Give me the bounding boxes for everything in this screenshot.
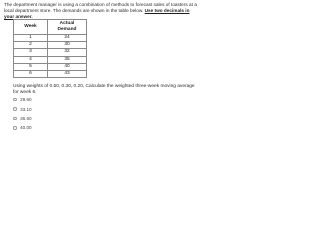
week-cell: 6 xyxy=(14,71,48,78)
table-row xyxy=(14,42,87,49)
table-row xyxy=(14,35,87,42)
problem-statement xyxy=(4,2,198,20)
answer-options xyxy=(13,95,32,133)
week-cell: 2 xyxy=(14,42,48,49)
week-cell: 1 xyxy=(14,35,48,42)
table-row xyxy=(14,49,87,56)
actual-demand-column-header xyxy=(48,20,87,35)
problem-text: The department manager is using a combination of methods to forecast sales of toasters at a local department store. The demands are shown in the table below. xyxy=(4,2,197,14)
demand-cell: 40 xyxy=(48,63,87,70)
question-page xyxy=(0,0,200,132)
answer-option-label[interactable]: 40.00 xyxy=(20,125,32,131)
demand-table xyxy=(13,19,87,78)
week-cell: 3 xyxy=(14,49,48,56)
week-cell: 5 xyxy=(14,63,48,70)
table-header-row xyxy=(14,20,87,35)
demand-cell: 32 xyxy=(48,49,87,56)
radio-button[interactable] xyxy=(13,117,17,121)
answer-option-label[interactable]: 29.60 xyxy=(20,97,32,103)
answer-option[interactable] xyxy=(13,123,32,132)
actual-demand-header-line2: Demand xyxy=(57,27,77,32)
radio-button[interactable] xyxy=(13,98,17,102)
demand-cell: 35 xyxy=(48,56,87,63)
answer-option-label[interactable]: 33.10 xyxy=(20,106,32,112)
answer-option[interactable] xyxy=(13,95,32,104)
week-column-header: Week xyxy=(14,20,48,35)
demand-cell: 30 xyxy=(48,42,87,49)
table-row xyxy=(14,56,87,63)
answer-option-label[interactable]: 36.60 xyxy=(20,115,32,121)
table-row xyxy=(14,71,87,78)
week-cell: 4 xyxy=(14,56,48,63)
demand-cell: 43 xyxy=(48,71,87,78)
actual-demand-header-line1: Actual xyxy=(59,21,75,27)
demand-cell: 24 xyxy=(48,35,87,42)
answer-option[interactable] xyxy=(13,104,32,113)
table-row xyxy=(14,63,87,70)
radio-button[interactable] xyxy=(13,107,17,111)
question-text: Using weights of 0.50, 0.30, 0.20, Calculate the weighted three-week moving average for week 6. xyxy=(13,84,195,96)
answer-instruction: Use two decimals in your answer. xyxy=(4,8,190,20)
radio-button[interactable] xyxy=(13,126,17,130)
answer-option[interactable] xyxy=(13,114,32,123)
